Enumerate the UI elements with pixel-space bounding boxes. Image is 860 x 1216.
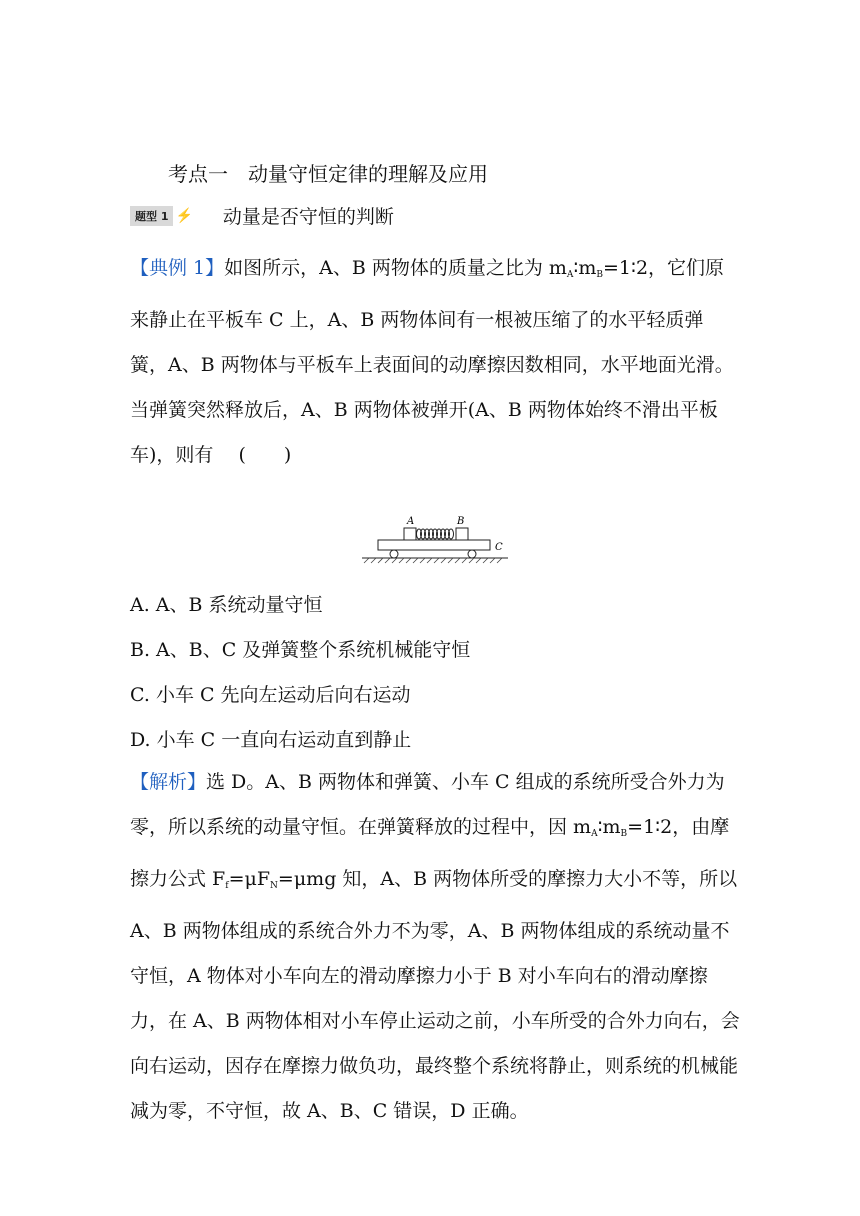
option-c: C. 小车 C 先向左运动后向右运动 <box>130 684 411 706</box>
cart-diagram <box>360 510 510 566</box>
answer-text-5: =μmg 知，A、B 两物体所受的摩擦力大小不等，所以 A、B 两物体组成的系统合外力不为零，A、B 两物体组成的系统动量不守恒，A 物体对小车向左的滑动摩擦力小于 B 对小车向右的滑动摩擦力，在 A、B 两物体相对小车停止运动之前，小车所受的合外力向右，会向右运动，因存在摩擦力做负功，最终整个系统将静止，则系统的机械能减为零，不守恒，故 A、B、C 错误，D 正确。 <box>130 868 740 1122</box>
analysis-label: 【解析】 <box>130 771 207 793</box>
wheel-right <box>468 550 476 558</box>
option-a: A. A、B 系统动量守恒 <box>130 594 323 616</box>
option-d: D. 小车 C 一直向右运动直到静止 <box>130 729 412 751</box>
subscript-f: f <box>225 881 229 891</box>
answer-text-3: =1∶2，由摩擦力公式 F <box>130 816 730 890</box>
subscript-a: A <box>566 270 574 280</box>
answer-text-1: 选 D。A、B 两物体和弹簧、小车 C 组成的系统所受合外力为零，所以系统的动量守恒。在弹簧释放的过程中，因 m <box>130 771 725 838</box>
subscript-a: A <box>591 829 598 839</box>
option-b: B. A、B、C 及弹簧整个系统机械能守恒 <box>130 639 471 661</box>
cart-spring-figure <box>360 510 510 571</box>
section-title: 考点一 动量守恒定律的理解及应用 <box>168 162 488 186</box>
ground-hatch <box>364 558 502 563</box>
question-text-3: =1∶2，它们原来静止在平板车 C 上，A、B 两物体间有一根被压缩了的水平轻质弹簧，A、B 两物体与平板车上表面间的动摩擦因数相同，水平地面光滑。当弹簧突然释放后，A、B 两物体被弹开(A、B 两物体始终不滑出平板车)，则有 ( ) <box>130 257 734 466</box>
question-text-1: 如图所示，A、B 两物体的质量之比为 m <box>224 257 567 279</box>
subscript-b: B <box>620 829 628 839</box>
spring <box>417 529 454 539</box>
answer-text-4: =μF <box>228 868 271 890</box>
wheel-left <box>390 550 398 558</box>
type-title: 动量是否守恒的判断 <box>222 206 394 228</box>
answer-paragraph <box>130 760 740 1134</box>
subscript-b: B <box>596 270 604 280</box>
lightning-icon: ⚡ <box>175 207 193 224</box>
question-text-2: ∶m <box>573 257 597 279</box>
subscript-n: N <box>270 881 278 891</box>
example-label: 【典例 1】 <box>130 257 225 279</box>
label-a: A <box>407 516 415 527</box>
cart-c <box>378 540 490 550</box>
label-b: B <box>457 516 465 527</box>
label-c: C <box>495 542 503 553</box>
type-badge: 题型 1 <box>130 206 173 226</box>
question-type-header <box>130 202 394 229</box>
question-paragraph <box>130 246 740 478</box>
answer-text-2: ∶m <box>597 816 621 838</box>
block-b <box>456 528 468 540</box>
block-a <box>404 528 416 540</box>
